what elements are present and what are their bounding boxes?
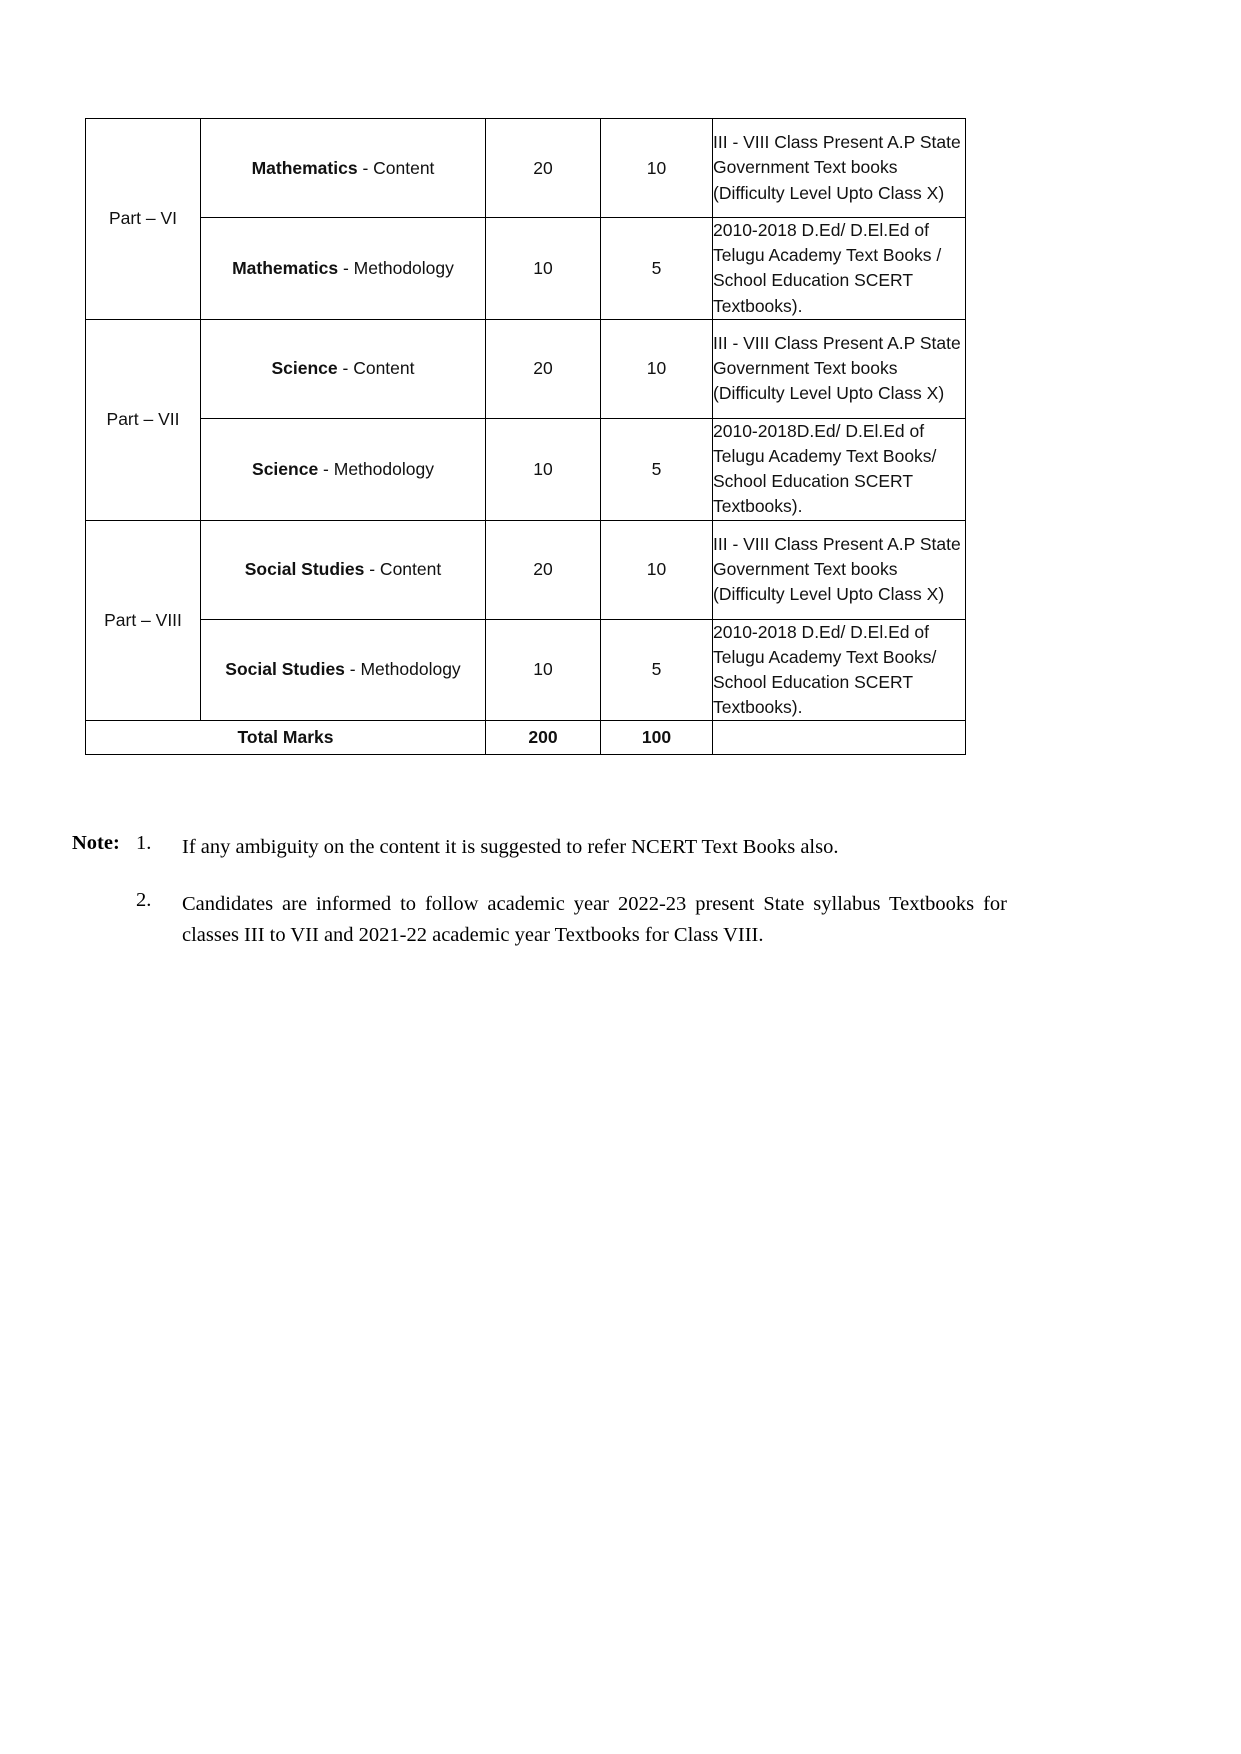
reference-cell: III - VIII Class Present A.P State Government Text books (Difficulty Level Upto Class X) <box>713 119 966 218</box>
note-number: 2. <box>136 888 152 911</box>
table-row <box>86 619 966 721</box>
note-text: If any ambiguity on the content it is suggested to refer NCERT Text Books also. <box>182 836 839 858</box>
reference-cell: 2010-2018D.Ed/ D.El.Ed of Telugu Academy Text Books/ School Education SCERT Textbooks). <box>713 418 966 520</box>
syllabus-marks-table <box>85 118 966 755</box>
subject-name: Social Studies <box>225 659 345 680</box>
marks-cell: 20 <box>486 319 601 418</box>
subject-cell <box>201 619 486 721</box>
subject-kind: - Content <box>357 157 435 178</box>
subject-cell <box>201 218 486 320</box>
subject-cell <box>201 119 486 218</box>
questions-cell: 5 <box>601 218 713 320</box>
part-label: Part – VIII <box>104 609 182 630</box>
part-label-cell <box>86 319 201 520</box>
table-row-total <box>86 721 966 755</box>
note-label: Note: <box>72 832 120 854</box>
marks-cell: 10 <box>486 619 601 721</box>
table-row <box>86 520 966 619</box>
note-item-2 <box>72 889 1072 951</box>
table-row <box>86 218 966 320</box>
marks-cell: 20 <box>486 119 601 218</box>
part-label: Part – VI <box>108 208 178 229</box>
total-label: Total Marks <box>86 721 486 755</box>
marks-cell: 20 <box>486 520 601 619</box>
subject-kind: - Methodology <box>338 257 454 278</box>
total-marks: 200 <box>486 721 601 755</box>
subject-kind: - Content <box>364 559 442 580</box>
part-label-cell <box>86 119 201 320</box>
notes-section <box>72 832 1072 950</box>
part-label-cell <box>86 520 201 721</box>
reference-cell: 2010-2018 D.Ed/ D.El.Ed of Telugu Academy Text Books/ School Education SCERT Textbooks). <box>713 619 966 721</box>
total-reference <box>713 721 966 755</box>
subject-kind: - Methodology <box>318 458 434 479</box>
questions-cell: 5 <box>601 619 713 721</box>
marks-cell: 10 <box>486 418 601 520</box>
subject-cell <box>201 520 486 619</box>
subject-name: Mathematics <box>232 257 339 278</box>
table-row <box>86 418 966 520</box>
part-label: Part – VII <box>106 409 180 430</box>
total-questions: 100 <box>601 721 713 755</box>
questions-cell: 10 <box>601 520 713 619</box>
subject-cell <box>201 418 486 520</box>
subject-kind: - Content <box>337 358 415 379</box>
note-number: 1. <box>136 832 152 854</box>
subject-name: Science <box>271 358 338 379</box>
marks-cell: 10 <box>486 218 601 320</box>
table-row <box>86 119 966 218</box>
subject-name: Social Studies <box>244 559 365 580</box>
questions-cell: 10 <box>601 119 713 218</box>
reference-cell: 2010-2018 D.Ed/ D.El.Ed of Telugu Academy Text Books / School Education SCERT Textbooks). <box>713 218 966 320</box>
note-item-1 <box>72 832 1072 863</box>
table-row <box>86 319 966 418</box>
questions-cell: 5 <box>601 418 713 520</box>
reference-cell: III - VIII Class Present A.P State Government Text books (Difficulty Level Upto Class X) <box>713 520 966 619</box>
subject-kind: - Methodology <box>344 659 461 680</box>
subject-name: Mathematics <box>251 157 358 178</box>
note-text: Candidates are informed to follow academic year 2022-23 present State syllabus Textbooks for classes III to VII and 2021-22 academic year Textbooks for Class VIII. <box>182 892 1007 946</box>
reference-cell: III - VIII Class Present A.P State Government Text books (Difficulty Level Upto Class X) <box>713 319 966 418</box>
subject-name: Science <box>252 458 319 479</box>
subject-cell <box>201 319 486 418</box>
questions-cell: 10 <box>601 319 713 418</box>
